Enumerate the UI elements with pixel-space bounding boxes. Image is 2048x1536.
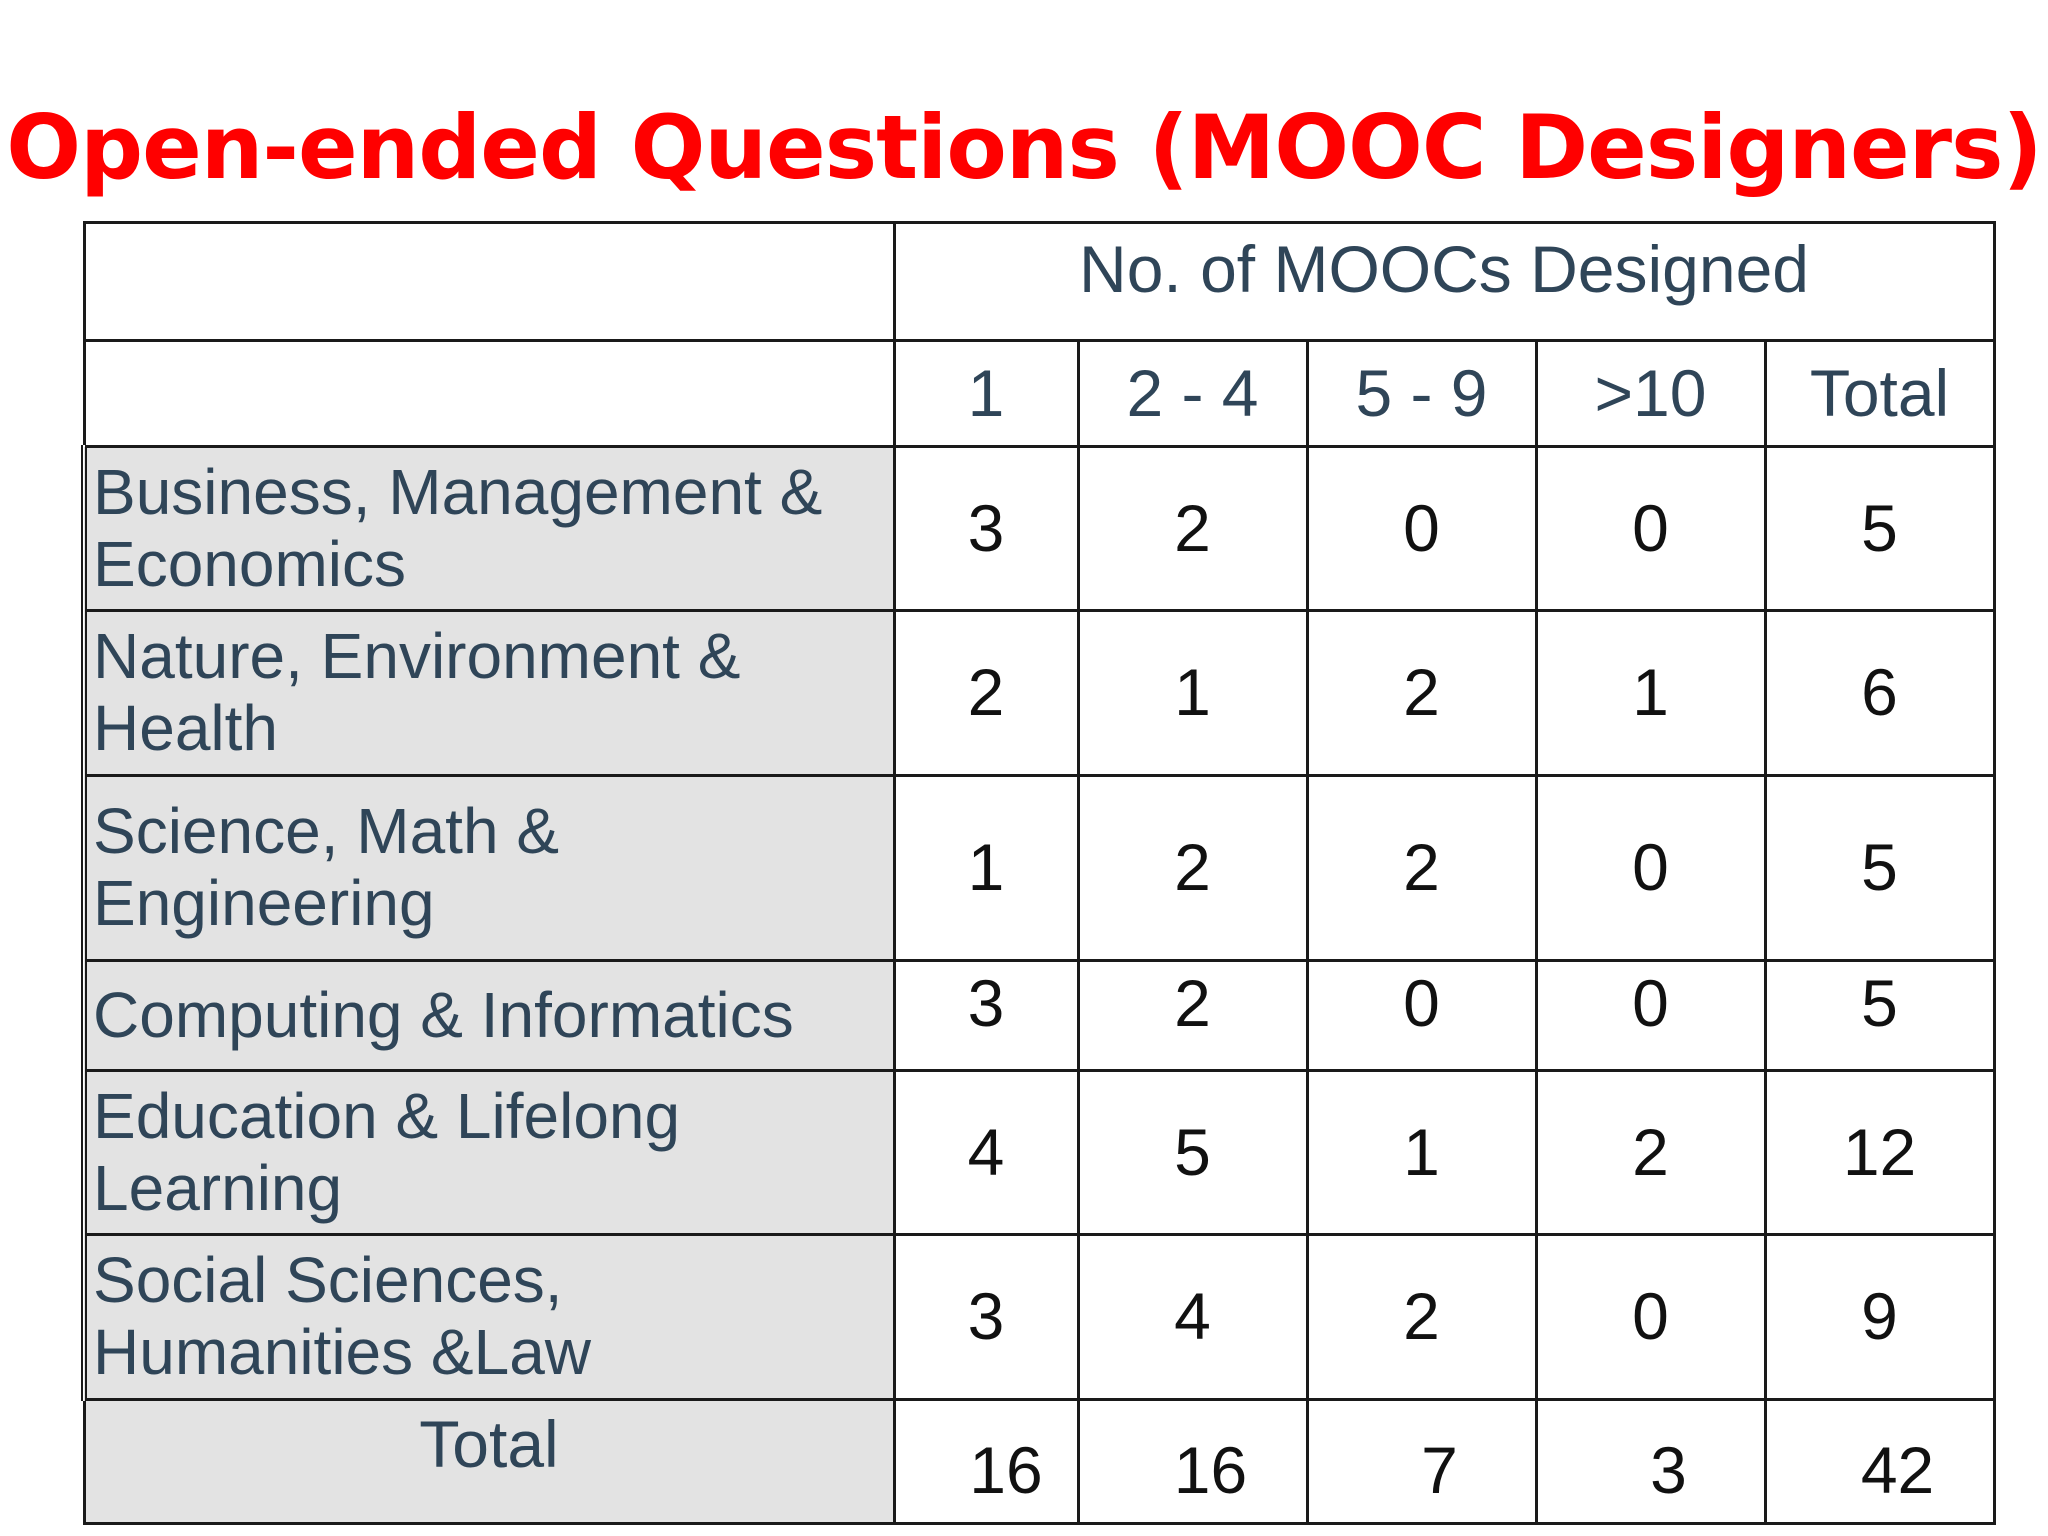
column-header-row xyxy=(84,341,1994,447)
table-cell: 2 xyxy=(1307,1235,1536,1400)
group-header-cell: No. of MOOCs Designed xyxy=(894,223,1994,341)
table-cell: 0 xyxy=(1536,447,1765,611)
total-cell: 42 xyxy=(1765,1400,1994,1524)
table-cell: 2 xyxy=(1078,961,1307,1071)
table-row xyxy=(84,776,1994,961)
table-cell: 6 xyxy=(1765,611,1994,776)
table-row xyxy=(84,1235,1994,1400)
blank-corner-cell xyxy=(84,223,894,341)
table-row xyxy=(84,961,1994,1071)
table-cell: 5 xyxy=(1765,447,1994,611)
table-cell: 3 xyxy=(894,1235,1078,1400)
row-label: Social Sciences, Humanities &Law xyxy=(84,1235,894,1400)
table-cell: 2 xyxy=(1307,611,1536,776)
table-cell: 4 xyxy=(894,1071,1078,1235)
slide-title: Open-ended Questions (MOOC Designers) xyxy=(6,96,2042,199)
total-cell: 3 xyxy=(1536,1400,1765,1524)
row-label: Science, Math & Engineering xyxy=(84,776,894,961)
table-row xyxy=(84,447,1994,611)
table-cell: 2 xyxy=(894,611,1078,776)
group-header-row xyxy=(84,223,1994,341)
row-label: Education & Lifelong Learning xyxy=(84,1071,894,1235)
table-cell: 5 xyxy=(1765,776,1994,961)
table-row xyxy=(84,1071,1994,1235)
row-label: Nature, Environment & Health xyxy=(84,611,894,776)
table-cell: 1 xyxy=(1307,1071,1536,1235)
table-cell: 0 xyxy=(1536,776,1765,961)
table-cell: 1 xyxy=(1078,611,1307,776)
table-cell: 3 xyxy=(894,447,1078,611)
table-cell: 2 xyxy=(1536,1071,1765,1235)
table-cell: 3 xyxy=(894,961,1078,1071)
table-cell: 2 xyxy=(1307,776,1536,961)
table-cell: 2 xyxy=(1078,447,1307,611)
column-header-5-9: 5 - 9 xyxy=(1307,341,1536,447)
total-cell: 16 xyxy=(894,1400,1078,1524)
column-header-total: Total xyxy=(1765,341,1994,447)
table-cell: 0 xyxy=(1536,1235,1765,1400)
row-label: Business, Management & Economics xyxy=(84,447,894,611)
column-header-2-4: 2 - 4 xyxy=(1078,341,1307,447)
table-cell: 2 xyxy=(1078,776,1307,961)
column-header-over-10: >10 xyxy=(1536,341,1765,447)
table-cell: 9 xyxy=(1765,1235,1994,1400)
table-cell: 4 xyxy=(1078,1235,1307,1400)
row-label: Computing & Informatics xyxy=(84,961,894,1071)
column-header-1: 1 xyxy=(894,341,1078,447)
total-label: Total xyxy=(84,1400,894,1524)
total-cell: 7 xyxy=(1307,1400,1536,1524)
table-cell: 0 xyxy=(1307,447,1536,611)
table-cell: 0 xyxy=(1536,961,1765,1071)
table-cell: 12 xyxy=(1765,1071,1994,1235)
total-cell: 16 xyxy=(1078,1400,1307,1524)
blank-label-header-cell xyxy=(84,341,894,447)
table-cell: 1 xyxy=(894,776,1078,961)
mooc-designers-table xyxy=(81,221,1996,1525)
table-cell: 1 xyxy=(1536,611,1765,776)
table-cell: 0 xyxy=(1307,961,1536,1071)
total-row xyxy=(84,1400,1994,1524)
table-cell: 5 xyxy=(1765,961,1994,1071)
table-cell: 5 xyxy=(1078,1071,1307,1235)
table-row xyxy=(84,611,1994,776)
